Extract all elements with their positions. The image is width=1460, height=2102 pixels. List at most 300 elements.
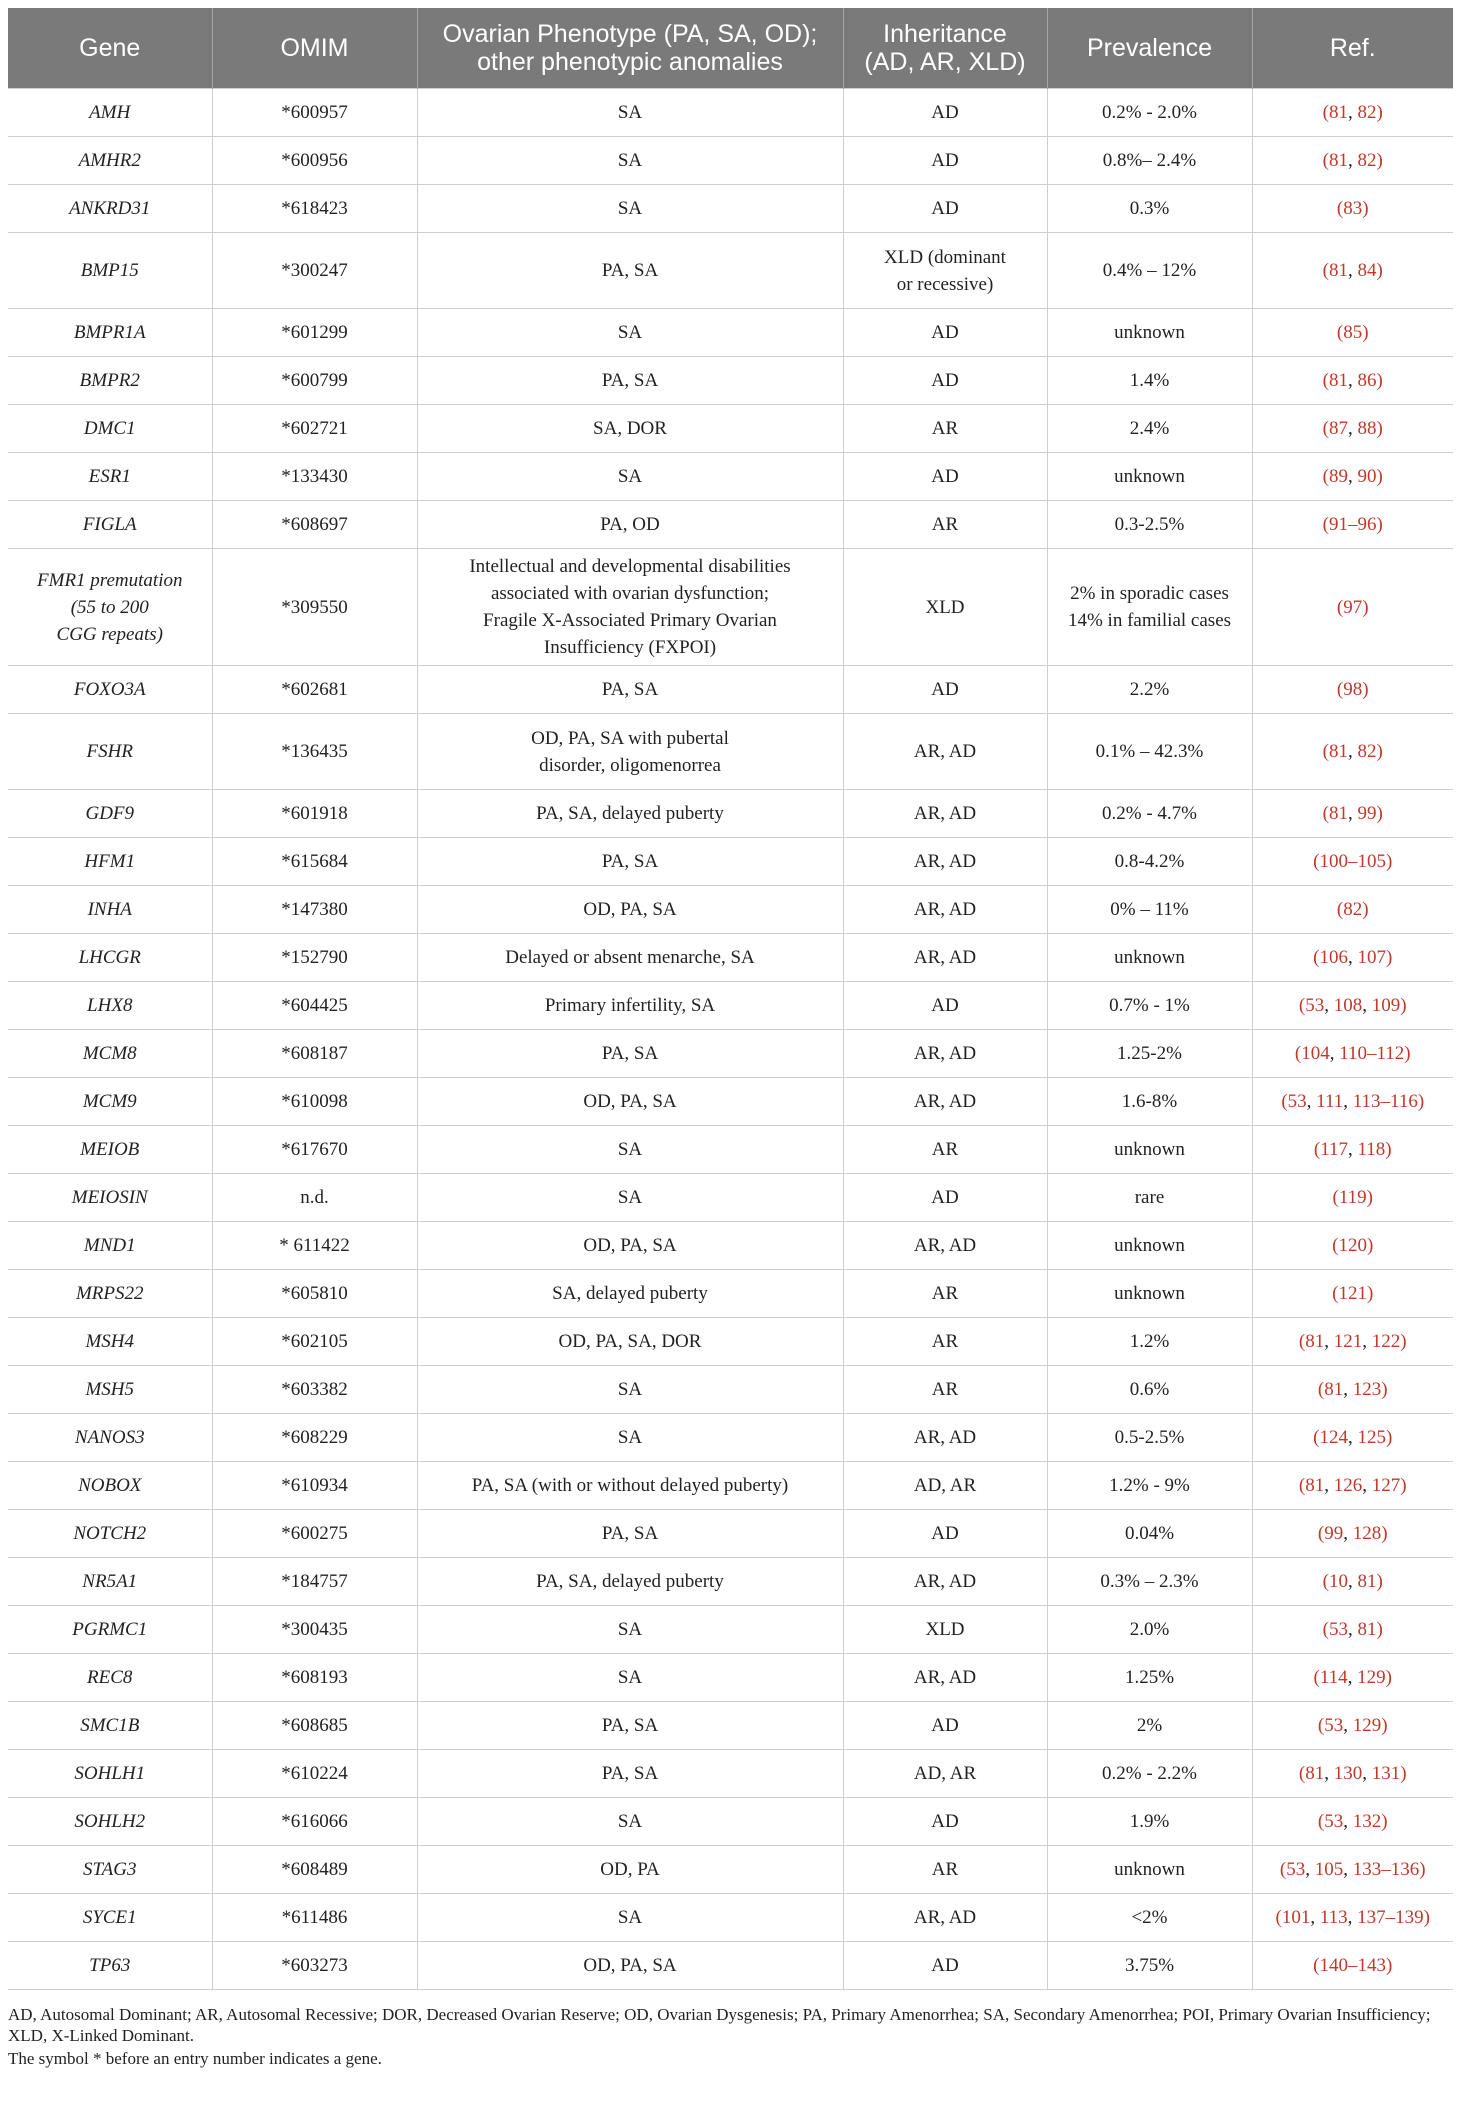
reference-link[interactable]: 110–112 (1339, 1043, 1405, 1064)
cell-text-line: unknown (1114, 1283, 1185, 1304)
reference-link[interactable]: 53 (1287, 1091, 1307, 1112)
cell-text-line: BMPR1A (73, 322, 146, 343)
cell-text-line: MEIOSIN (71, 1187, 148, 1208)
reference-link[interactable]: 81 (1324, 1379, 1344, 1400)
cell-text-line: Intellectual and developmental disabilities (469, 556, 791, 577)
cell-text-line: SA (617, 198, 643, 219)
phenotype-cell (417, 549, 843, 666)
cell-text-line: other phenotypic anomalies (477, 48, 783, 76)
reference-link[interactable]: 128 (1352, 1523, 1382, 1544)
reference-link[interactable]: 104 (1301, 1043, 1330, 1064)
inheritance-cell (843, 1702, 1047, 1750)
phenotype-cell (417, 89, 843, 137)
gene-cell (8, 1654, 212, 1702)
cell-text-line: REC8 (87, 1667, 133, 1688)
cell-text-line: FMR1 premutation (37, 569, 183, 591)
table-footnotes (8, 2004, 1453, 2069)
reference-link[interactable]: 81 (1329, 803, 1348, 824)
reference-link[interactable]: 130 (1333, 1763, 1363, 1784)
reference-link[interactable]: 98 (1343, 679, 1363, 700)
cell-text-line: AD (931, 1955, 959, 1976)
gene-cell (8, 405, 212, 453)
omim-cell: *608187 (212, 1030, 417, 1078)
reference-link[interactable]: 113–116 (1352, 1091, 1418, 1112)
reference-link[interactable]: 86 (1357, 370, 1377, 391)
cell-text-line: AR, AD (913, 803, 977, 824)
cell-text-line: Delayed or absent menarche, SA (505, 947, 755, 968)
prevalence-cell (1047, 405, 1252, 453)
reference-link[interactable]: 81 (1357, 1571, 1377, 1592)
cell-text-line: LHX8 (87, 995, 133, 1016)
reference-link[interactable]: 82 (1357, 102, 1377, 123)
reference-cell: (87, 88) (1252, 405, 1453, 453)
reference-link[interactable]: 88 (1357, 418, 1377, 439)
inheritance-cell (843, 790, 1047, 838)
cell-text-line: SMC1B (80, 1715, 140, 1736)
cell-text-line: 0.3% – 2.3% (1100, 1571, 1199, 1592)
cell-text-line: Ovarian Phenotype (PA, SA, OD); (442, 20, 818, 48)
cell-text-line: 14% in familial cases (1067, 610, 1232, 631)
table-row (8, 1942, 1453, 1990)
reference-link[interactable]: 123 (1352, 1379, 1382, 1400)
reference-link[interactable]: 90 (1357, 466, 1377, 487)
cell-text-line: 0.2% - 2.2% (1102, 1763, 1197, 1784)
reference-link[interactable]: 81 (1305, 1763, 1325, 1784)
omim-cell: *152790 (212, 934, 417, 982)
gene-cell (8, 1510, 212, 1558)
reference-cell: (114, 129) (1252, 1654, 1453, 1702)
reference-link[interactable]: 100–105 (1319, 851, 1386, 872)
cell-text-line: unknown (1114, 1235, 1185, 1256)
phenotype-cell (417, 1366, 843, 1414)
column-header-inheritance (843, 8, 1047, 89)
cell-text-line: Inheritance (883, 20, 1007, 48)
cell-text-line: (55 to 200 (70, 596, 149, 618)
reference-link[interactable]: 114 (1319, 1667, 1348, 1688)
gene-cell (8, 790, 212, 838)
phenotype-cell (417, 666, 843, 714)
omim-cell: *133430 (212, 453, 417, 501)
cell-text-line: SA, DOR (593, 418, 667, 439)
cell-text-line: AR (931, 1379, 959, 1400)
phenotype-cell (417, 1030, 843, 1078)
reference-link[interactable]: 53 (1329, 1619, 1348, 1640)
cell-text-line: SA (617, 1667, 643, 1688)
reference-link[interactable]: 132 (1352, 1811, 1382, 1832)
cell-text-line: FSHR (86, 741, 133, 762)
reference-link[interactable]: 131 (1371, 1763, 1401, 1784)
omim-cell: *601299 (212, 309, 417, 357)
omim-cell: *600957 (212, 89, 417, 137)
reference-link[interactable]: 81 (1329, 150, 1348, 171)
cell-text-line: 1.25-2% (1117, 1043, 1182, 1064)
table-row (8, 666, 1453, 714)
gene-cell (8, 309, 212, 357)
reference-link[interactable]: 101 (1281, 1907, 1311, 1928)
reference-link[interactable]: 106 (1319, 947, 1348, 968)
cell-text-line: 2.4% (1129, 418, 1170, 439)
cell-text-line: 1.2% (1129, 1331, 1170, 1352)
reference-link[interactable]: 81 (1329, 741, 1348, 762)
gene-cell (8, 89, 212, 137)
table-row (8, 1510, 1453, 1558)
gene-cell (8, 1126, 212, 1174)
reference-link[interactable]: 122 (1371, 1331, 1401, 1352)
reference-link[interactable]: 121 (1338, 1283, 1367, 1304)
prevalence-cell (1047, 1606, 1252, 1654)
reference-link[interactable]: 129 (1352, 1715, 1382, 1736)
inheritance-cell (843, 549, 1047, 666)
table-row (8, 886, 1453, 934)
reference-cell: (117, 118) (1252, 1126, 1453, 1174)
inheritance-cell (843, 1846, 1047, 1894)
cell-text-line: 0.4% – 12% (1102, 260, 1197, 281)
phenotype-cell (417, 1798, 843, 1846)
reference-link[interactable]: 108 (1333, 995, 1363, 1016)
cell-text-line: 0.3% (1129, 198, 1170, 219)
inheritance-cell (843, 1558, 1047, 1606)
cell-text-line: PA, SA (with or without delayed puberty) (471, 1475, 789, 1496)
inheritance-cell (843, 137, 1047, 185)
cell-text-line: PA, SA (601, 1523, 659, 1544)
reference-link[interactable]: 53 (1286, 1859, 1306, 1880)
table-body (8, 89, 1453, 1990)
gene-cell (8, 1462, 212, 1510)
reference-link[interactable]: 82 (1343, 899, 1363, 920)
cell-text-line: or recessive) (896, 273, 994, 295)
cell-text-line: AR, AD (913, 1571, 977, 1592)
table-row (8, 1318, 1453, 1366)
reference-link[interactable]: 127 (1371, 1475, 1401, 1496)
inheritance-cell (843, 934, 1047, 982)
reference-link[interactable]: 81 (1329, 102, 1348, 123)
inheritance-cell (843, 1798, 1047, 1846)
omim-cell: *309550 (212, 549, 417, 666)
cell-text-line: SA (617, 1379, 643, 1400)
omim-cell: *608697 (212, 501, 417, 549)
reference-cell: (99, 128) (1252, 1510, 1453, 1558)
reference-link[interactable]: 105 (1314, 1859, 1344, 1880)
reference-link[interactable]: 53 (1324, 1811, 1344, 1832)
cell-text-line: MRPS22 (75, 1283, 144, 1304)
gene-table (8, 8, 1453, 1990)
cell-text-line: NANOS3 (74, 1427, 145, 1448)
cell-text-line: Primary infertility, SA (544, 995, 716, 1016)
cell-text-line: AD, AR (913, 1475, 977, 1496)
cell-text-line: 0.6% (1129, 1379, 1170, 1400)
cell-text-line: unknown (1114, 1139, 1185, 1160)
table-row (8, 1462, 1453, 1510)
cell-text-line: SA (617, 1907, 643, 1928)
reference-link[interactable]: 81 (1329, 370, 1348, 391)
cell-text-line: PA, SA (601, 851, 659, 872)
reference-cell: (81, 99) (1252, 790, 1453, 838)
table-row (8, 1126, 1453, 1174)
cell-text-line: AD (931, 995, 959, 1016)
omim-cell: *600275 (212, 1510, 417, 1558)
reference-link[interactable]: 91–96 (1329, 514, 1377, 535)
phenotype-cell (417, 1414, 843, 1462)
prevalence-cell (1047, 1798, 1252, 1846)
cell-text-line: MCM9 (82, 1091, 137, 1112)
cell-text-line: OD, PA, SA (583, 1091, 677, 1112)
reference-link[interactable]: 129 (1357, 1667, 1386, 1688)
reference-link[interactable]: 81 (1357, 1619, 1377, 1640)
cell-text-line: 3.75% (1124, 1955, 1175, 1976)
reference-cell: (100–105) (1252, 838, 1453, 886)
reference-cell: (104, 110–112) (1252, 1030, 1453, 1078)
gene-cell (8, 1318, 212, 1366)
gene-cell (8, 1030, 212, 1078)
reference-link[interactable]: 111 (1316, 1091, 1344, 1112)
cell-text-line: AR, AD (913, 947, 977, 968)
reference-cell: (81, 121, 122) (1252, 1318, 1453, 1366)
reference-link[interactable]: 113 (1319, 1907, 1348, 1928)
inheritance-cell (843, 1606, 1047, 1654)
reference-link[interactable]: 53 (1305, 995, 1325, 1016)
reference-link[interactable]: 82 (1357, 741, 1377, 762)
table-row (8, 1798, 1453, 1846)
reference-link[interactable]: 117 (1320, 1139, 1348, 1160)
phenotype-cell (417, 886, 843, 934)
cell-text-line: unknown (1114, 466, 1185, 487)
table-row (8, 89, 1453, 137)
reference-cell: (53, 132) (1252, 1798, 1453, 1846)
table-row (8, 1366, 1453, 1414)
gene-cell (8, 838, 212, 886)
gene-cell (8, 982, 212, 1030)
omim-cell: *184757 (212, 1558, 417, 1606)
table-row (8, 790, 1453, 838)
phenotype-cell (417, 1894, 843, 1942)
cell-text-line: MCM8 (82, 1043, 137, 1064)
omim-cell: *610098 (212, 1078, 417, 1126)
prevalence-cell (1047, 1030, 1252, 1078)
reference-link[interactable]: 133–136 (1352, 1859, 1420, 1880)
inheritance-cell (843, 838, 1047, 886)
cell-text-line: AD, AR (913, 1763, 977, 1784)
cell-text-line: AMH (89, 102, 131, 123)
gene-cell (8, 185, 212, 233)
reference-link[interactable]: 99 (1357, 803, 1377, 824)
cell-text-line: 1.9% (1129, 1811, 1170, 1832)
prevalence-cell (1047, 1462, 1252, 1510)
inheritance-cell (843, 666, 1047, 714)
table-row (8, 1558, 1453, 1606)
reference-link[interactable]: 85 (1343, 322, 1363, 343)
reference-link[interactable]: 118 (1357, 1139, 1386, 1160)
table-row (8, 714, 1453, 790)
gene-cell (8, 357, 212, 405)
table-row (8, 453, 1453, 501)
column-header-gene: Gene (8, 8, 212, 89)
reference-cell: (53, 105, 133–136) (1252, 1846, 1453, 1894)
inheritance-cell (843, 714, 1047, 790)
reference-link[interactable]: 81 (1305, 1475, 1325, 1496)
cell-text-line: BMP15 (80, 260, 139, 281)
phenotype-cell (417, 1222, 843, 1270)
cell-text-line: MND1 (83, 1235, 136, 1256)
gene-cell (8, 1942, 212, 1990)
cell-text-line: PA, SA (601, 1715, 659, 1736)
column-header-phenotype (417, 8, 843, 89)
cell-text-line: PA, SA, delayed puberty (536, 803, 724, 824)
cell-text-line: MSH4 (85, 1331, 135, 1352)
table-row (8, 185, 1453, 233)
reference-cell: (81, 82) (1252, 137, 1453, 185)
reference-link[interactable]: 109 (1371, 995, 1401, 1016)
reference-link[interactable]: 126 (1333, 1475, 1363, 1496)
cell-text-line: 2% in sporadic cases (1070, 583, 1229, 604)
omim-cell: *300435 (212, 1606, 417, 1654)
phenotype-cell (417, 453, 843, 501)
prevalence-cell (1047, 1270, 1252, 1318)
cell-text-line: disorder, oligomenorrea (539, 754, 721, 776)
prevalence-cell (1047, 1750, 1252, 1798)
cell-text-line: 1.4% (1129, 370, 1170, 391)
prevalence-cell (1047, 1702, 1252, 1750)
cell-text-line: AR, AD (913, 899, 977, 920)
inheritance-cell (843, 185, 1047, 233)
table-row (8, 1606, 1453, 1654)
table-row (8, 1174, 1453, 1222)
reference-link[interactable]: 97 (1343, 596, 1363, 618)
reference-link[interactable]: 83 (1343, 198, 1363, 219)
omim-cell: * 611422 (212, 1222, 417, 1270)
phenotype-cell (417, 838, 843, 886)
reference-cell: (81, 84) (1252, 233, 1453, 309)
inheritance-cell (843, 233, 1047, 309)
reference-link[interactable]: 53 (1324, 1715, 1344, 1736)
prevalence-cell (1047, 1174, 1252, 1222)
phenotype-cell (417, 405, 843, 453)
reference-link[interactable]: 84 (1357, 260, 1377, 281)
phenotype-cell (417, 137, 843, 185)
table-row (8, 549, 1453, 666)
reference-link[interactable]: 125 (1357, 1427, 1386, 1448)
cell-text-line: AD (931, 1523, 959, 1544)
cell-text-line: SA (617, 150, 643, 171)
cell-text-line: AR (931, 1283, 959, 1304)
reference-link[interactable]: 87 (1329, 418, 1348, 439)
reference-link[interactable]: 99 (1324, 1523, 1344, 1544)
phenotype-cell (417, 1126, 843, 1174)
cell-text-line: AR, AD (913, 851, 977, 872)
cell-text-line: MSH5 (85, 1379, 135, 1400)
cell-text-line: SA (617, 466, 643, 487)
inheritance-cell (843, 1174, 1047, 1222)
inheritance-cell (843, 405, 1047, 453)
cell-text-line: 0.8-4.2% (1114, 851, 1185, 872)
column-header-prevalence: Prevalence (1047, 8, 1252, 89)
cell-text-line: XLD (925, 1619, 965, 1640)
column-header-omim: OMIM (212, 8, 417, 89)
cell-text-line: OD, PA, SA with pubertal (531, 727, 729, 749)
cell-text-line: XLD (925, 596, 965, 618)
cell-text-line: AR (931, 1139, 959, 1160)
reference-link[interactable]: 81 (1329, 260, 1348, 281)
phenotype-cell (417, 357, 843, 405)
inheritance-cell (843, 1942, 1047, 1990)
reference-link[interactable]: 89 (1329, 466, 1348, 487)
cell-text-line: Fragile X-Associated Primary Ovarian (483, 610, 777, 631)
reference-link[interactable]: 107 (1357, 947, 1386, 968)
reference-cell: (97) (1252, 549, 1453, 666)
reference-link[interactable]: 81 (1305, 1331, 1325, 1352)
cell-text-line: PA, SA (601, 1043, 659, 1064)
cell-text-line: AR, AD (913, 1043, 977, 1064)
cell-text-line: AR, AD (913, 1091, 977, 1112)
reference-cell: (82) (1252, 886, 1453, 934)
gene-cell (8, 1414, 212, 1462)
inheritance-cell (843, 357, 1047, 405)
cell-text-line: AR, AD (913, 1427, 977, 1448)
table-row (8, 405, 1453, 453)
table-container (8, 8, 1453, 2071)
table-row (8, 982, 1453, 1030)
omim-cell: *608229 (212, 1414, 417, 1462)
cell-text-line: 2.2% (1129, 679, 1170, 700)
cell-text-line: 2.0% (1129, 1619, 1170, 1640)
cell-text-line: unknown (1114, 947, 1185, 968)
cell-text-line: BMPR2 (79, 370, 140, 391)
phenotype-cell (417, 501, 843, 549)
gene-cell (8, 1366, 212, 1414)
prevalence-cell (1047, 982, 1252, 1030)
gene-cell (8, 1798, 212, 1846)
phenotype-cell (417, 1078, 843, 1126)
cell-text-line: AD (931, 1715, 959, 1736)
reference-cell: (119) (1252, 1174, 1453, 1222)
prevalence-cell (1047, 1366, 1252, 1414)
reference-link[interactable]: 121 (1333, 1331, 1363, 1352)
cell-text-line: HFM1 (84, 851, 136, 872)
cell-text-line: MEIOB (80, 1139, 140, 1160)
cell-text-line: 0.2% - 4.7% (1102, 803, 1197, 824)
gene-cell (8, 1702, 212, 1750)
cell-text-line: AD (931, 679, 959, 700)
reference-link[interactable]: 137–139 (1357, 1907, 1424, 1928)
cell-text-line: ANKRD31 (69, 198, 151, 219)
reference-cell: (101, 113, 137–139) (1252, 1894, 1453, 1942)
prevalence-cell (1047, 1126, 1252, 1174)
table-row (8, 501, 1453, 549)
reference-link[interactable]: 124 (1319, 1427, 1348, 1448)
phenotype-cell (417, 1174, 843, 1222)
column-header-ref: Ref. (1252, 8, 1453, 89)
omim-cell: *602721 (212, 405, 417, 453)
cell-text-line: 0.7% - 1% (1109, 995, 1190, 1016)
prevalence-cell (1047, 309, 1252, 357)
reference-link[interactable]: 120 (1338, 1235, 1367, 1256)
cell-text-line: PA, SA (601, 1763, 659, 1784)
gene-cell (8, 666, 212, 714)
cell-text-line: SOHLH1 (74, 1763, 146, 1784)
omim-cell: *603273 (212, 1942, 417, 1990)
cell-text-line: 0.5-2.5% (1114, 1427, 1185, 1448)
prevalence-cell (1047, 453, 1252, 501)
cell-text-line: STAG3 (83, 1859, 137, 1880)
omim-cell: *616066 (212, 1798, 417, 1846)
omim-cell: *147380 (212, 886, 417, 934)
cell-text-line: SA (617, 1811, 643, 1832)
reference-link[interactable]: 119 (1338, 1187, 1367, 1208)
reference-link[interactable]: 140–143 (1319, 1955, 1386, 1976)
prevalence-cell (1047, 714, 1252, 790)
reference-link[interactable]: 82 (1357, 150, 1377, 171)
prevalence-cell (1047, 1846, 1252, 1894)
reference-link[interactable]: 10 (1329, 1571, 1348, 1592)
